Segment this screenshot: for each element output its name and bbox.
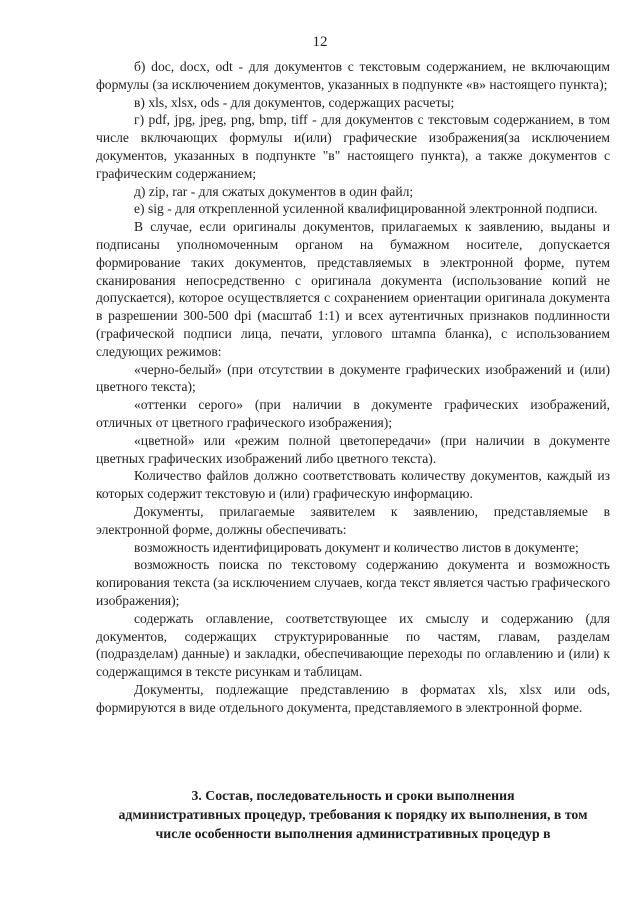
paragraph: Количество файлов должно соответствовать количеству документов, каждый из которых содержит текстовую и (или) графическую информацию. — [96, 468, 610, 502]
paragraph: возможность идентифицировать документ и количество листов в документе; — [134, 539, 579, 555]
heading-line: административных процедур, требования к порядку их выполнения, в том — [118, 807, 588, 822]
paragraph: «черно-белый» (при отсутствии в документе графических изображений и (или) цветного текста); — [96, 361, 610, 395]
paragraph: Документы, подлежащие представлению в форматах xls, xlsx или ods, формируются в виде отдельного документа, представляемого в электронной форме. — [96, 681, 610, 715]
paragraph: е) sig - для открепленной усиленной квалифицированной электронной подписи. — [134, 201, 598, 217]
paragraph: В случае, если оригиналы документов, прилагаемых к заявлению, выданы и подписаны уполномоченным органом на бумажном носителе, допускается формирование таких документов, представляемых в электронной форме, путем сканирования непосредственно с оригинала документа (использование копий не допускается), которое осуществляется с сохранением ориентации оригинала документа в разрешении 300-500 dpi (масштаб 1:1) и всех аутентичных признаков подлинности (графической подписи лица, печати, углового штампа бланка), с использованием следующих режимов: — [96, 219, 610, 359]
paragraph: «цветной» или «режим полной цветопередачи» (при наличии в документе цветных графических изображений либо цветного текста). — [96, 432, 610, 466]
heading-line: 3. Состав, последовательность и сроки выполнения — [191, 788, 515, 803]
section-heading — [96, 786, 610, 843]
paragraph: б) doc, docx, odt - для документов с текстовым содержанием, не включающим формулы (за исключением документов, указанных в подпункте «в» настоящего пункта); — [96, 59, 610, 92]
page-number: 12 — [312, 34, 328, 50]
paragraph: Документы, прилагаемые заявителем к заявлению, представляемые в электронной форме, должны обеспечивать: — [96, 503, 610, 537]
paragraph: д) zip, rar - для сжатых документов в один файл; — [134, 183, 414, 199]
paragraph: возможность поиска по текстовому содержанию документа и возможность копирования текста (за исключением случаев, когда текст является частью графического изображения); — [96, 557, 610, 608]
heading-line: числе особенности выполнения административных процедур в — [155, 826, 551, 841]
paragraph: в) xls, xlsx, ods - для документов, содержащих расчеты; — [134, 94, 455, 110]
paragraph: «оттенки серого» (при наличии в документе графических изображений, отличных от цветного графического изображения); — [96, 397, 610, 430]
body-text — [96, 58, 610, 716]
paragraph: содержать оглавление, соответствующее их смыслу и содержанию (для документов, содержащих структурированные по частям, главам, разделам (подразделам) данные) и закладки, обеспечивающие переходы по оглавлению и (или) к содержащимся в тексте рисункам и таблицам. — [96, 610, 610, 680]
paragraph: г) pdf, jpg, jpeg, png, bmp, tiff - для документов с текстовым содержанием, в том числе включающих формулы и(или) графические изображения(за исключением документов, указанных в подпункте "в" настоящего пункта), а также документов с графическим содержанием; — [96, 112, 610, 181]
